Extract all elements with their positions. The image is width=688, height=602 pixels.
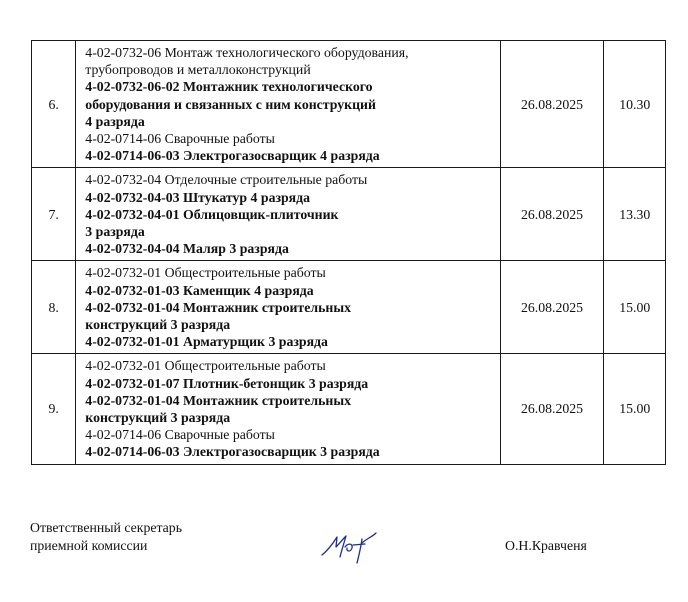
table-row bbox=[32, 41, 666, 168]
qualification-line: 4-02-0732-06-02 Монтажник технологического bbox=[85, 79, 373, 95]
signatory-name: О.Н.Кравченя bbox=[505, 538, 587, 553]
row-number: 7. bbox=[32, 168, 76, 261]
qualification-line: 4-02-0732-04-01 Облицовщик-плиточник bbox=[85, 206, 339, 222]
row-number: 9. bbox=[32, 354, 76, 464]
schedule-table-body bbox=[32, 41, 666, 465]
exam-time: 15.00 bbox=[604, 354, 666, 464]
position-line-2: приемной комиссии bbox=[30, 537, 148, 553]
qualification-line: 4-02-0732-04-04 Маляр 3 разряда bbox=[85, 241, 289, 257]
exam-time: 10.30 bbox=[604, 41, 666, 168]
table-row bbox=[32, 168, 666, 261]
exam-time: 13.30 bbox=[604, 168, 666, 261]
specialty-cell bbox=[76, 168, 500, 261]
qualification-line: конструкций 3 разряда bbox=[85, 410, 231, 426]
specialty-cell bbox=[76, 354, 500, 464]
qualification-line: 4-02-0732-01-01 Арматурщик 3 разряда bbox=[85, 334, 328, 350]
table-row bbox=[32, 261, 666, 354]
specialty-line: 4-02-0732-01 Общестроительные работы bbox=[85, 358, 326, 374]
qualification-line: 3 разряда bbox=[85, 224, 145, 240]
qualification-line: 4-02-0714-06-03 Электрогазосварщик 4 разряда bbox=[85, 148, 380, 164]
table-row bbox=[32, 354, 666, 464]
qualification-line: 4-02-0732-01-04 Монтажник строительных bbox=[85, 299, 351, 315]
row-number: 6. bbox=[32, 41, 76, 168]
specialty-line: 4-02-0714-06 Сварочные работы bbox=[85, 427, 275, 443]
position-line-1: Ответственный секретарь bbox=[30, 520, 182, 535]
specialty-line: 4-02-0732-01 Общестроительные работы bbox=[85, 265, 326, 281]
row-number: 8. bbox=[32, 261, 76, 354]
specialty-cell bbox=[76, 261, 500, 354]
qualification-line: 4-02-0732-04-03 Штукатур 4 разряда bbox=[85, 189, 311, 205]
qualification-line: оборудования и связанных с ним конструкций bbox=[85, 96, 376, 112]
qualification-line: 4 разряда bbox=[85, 113, 145, 129]
qualification-line: 4-02-0732-01-03 Каменщик 4 разряда bbox=[85, 282, 314, 298]
qualification-line: 4-02-0714-06-03 Электрогазосварщик 3 разряда bbox=[85, 444, 380, 460]
qualification-line: 4-02-0732-01-07 Плотник-бетонщик 3 разряда bbox=[85, 375, 369, 391]
specialty-line: 4-02-0732-06 Монтаж технологического оборудования, bbox=[85, 45, 409, 60]
exam-date: 26.08.2025 bbox=[500, 354, 604, 464]
exam-date: 26.08.2025 bbox=[500, 168, 604, 261]
handwritten-signature bbox=[318, 527, 384, 565]
specialty-line: 4-02-0714-06 Сварочные работы bbox=[85, 131, 275, 147]
specialty-line: трубопроводов и металлоконструкций bbox=[85, 62, 311, 78]
exam-time: 15.00 bbox=[604, 261, 666, 354]
signatory-position bbox=[30, 519, 182, 554]
exam-date: 26.08.2025 bbox=[500, 261, 604, 354]
qualification-line: конструкций 3 разряда bbox=[85, 317, 231, 333]
exam-date: 26.08.2025 bbox=[500, 41, 604, 168]
specialty-cell bbox=[76, 41, 500, 168]
qualification-line: 4-02-0732-01-04 Монтажник строительных bbox=[85, 392, 351, 408]
specialty-line: 4-02-0732-04 Отделочные строительные работы bbox=[85, 172, 368, 188]
schedule-table bbox=[31, 40, 666, 465]
